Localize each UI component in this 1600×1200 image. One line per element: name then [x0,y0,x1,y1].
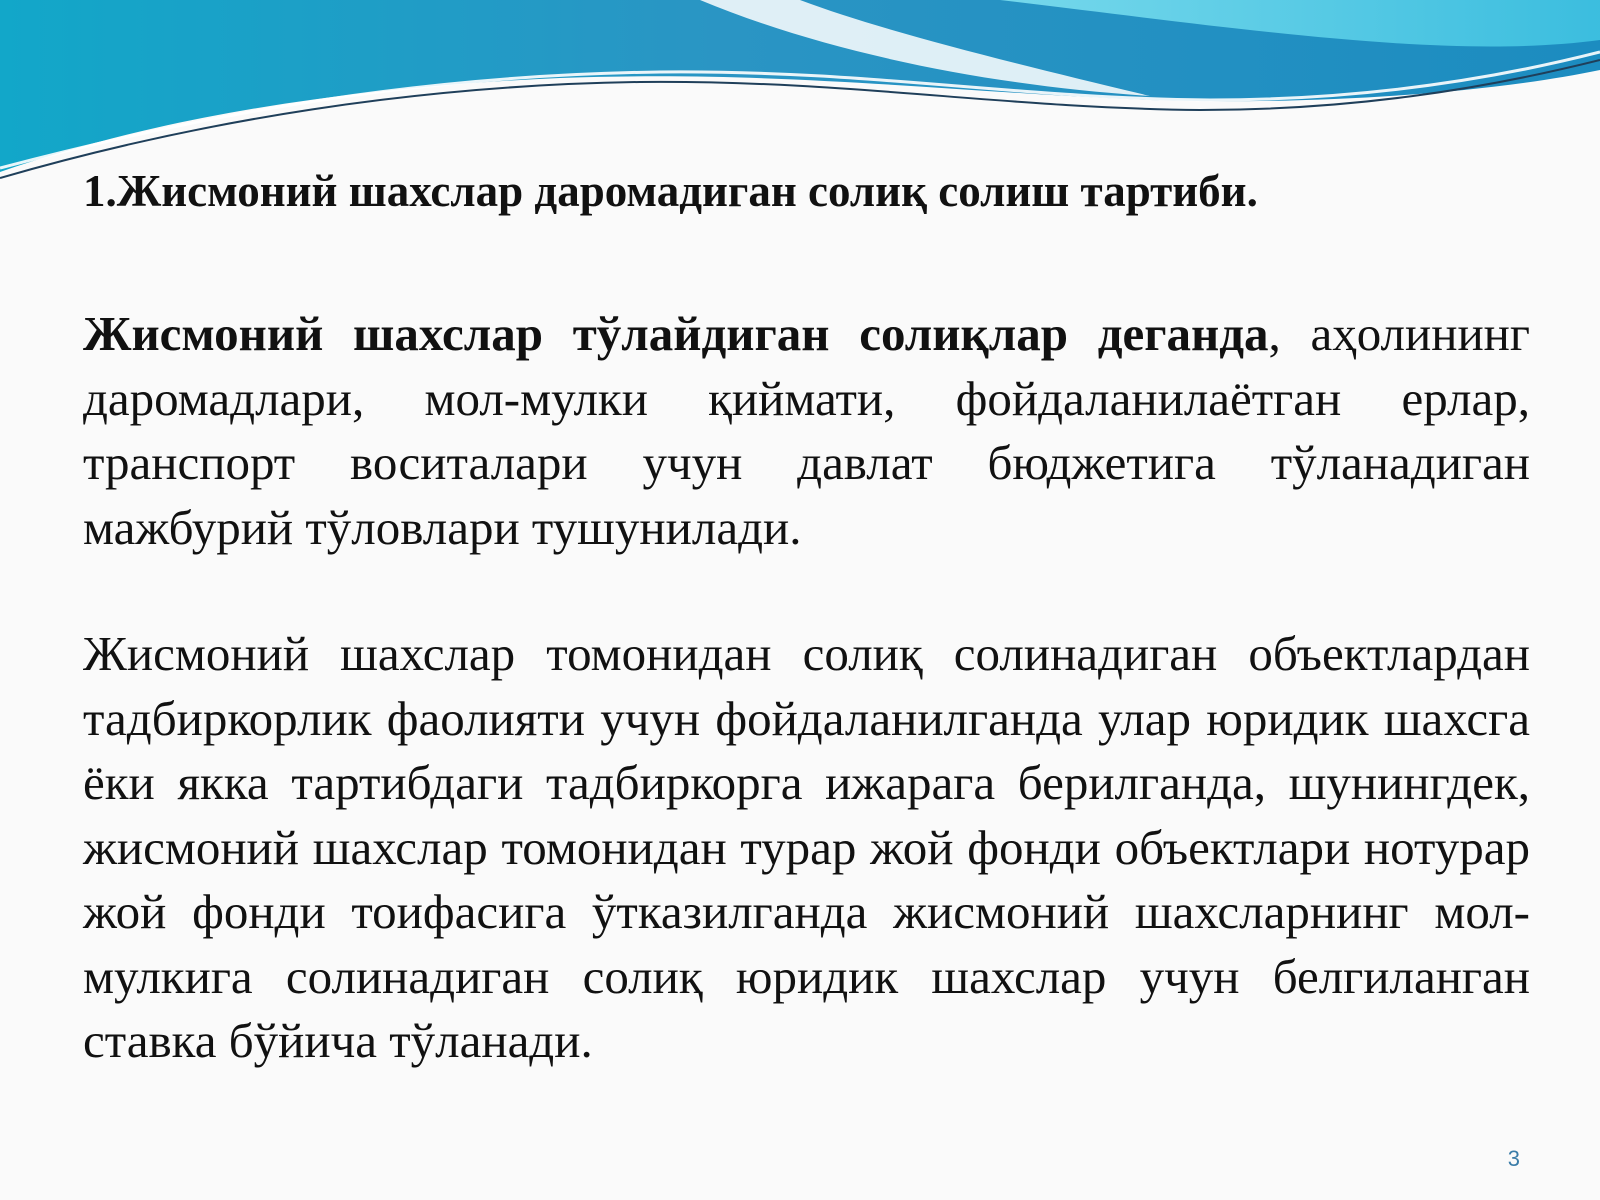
paragraph-definition [83,302,1530,560]
paragraph-definition-text: , аҳолининг даромадлари, мол-мулки қиймати, фойдаланилаётган ерлар, транспорт воситалари учун давлат бюджетига тўланадиган мажбурий тўловлари тушунилади. [83,306,1530,555]
page-number: 3 [1507,1146,1520,1171]
paragraph-business-use: Жисмоний шахслар томонидан солиқ солинадиган объектлардан тадбиркорлик фаолияти учун фойдаланилганда улар юридик шахсга ёки якка тартибдаги тадбиркорга ижарага берилганда, шунингдек, жисмоний шахслар томонидан турар жой фонди объектлари нотурар жой фонди тоифасига ўтказилганда жисмоний шахсларнинг мол-мулкига солинадиган солиқ юридик шахслар учун белгиланган ставка бўйича тўланади. [83,626,1530,1068]
slide-title: 1.Жисмоний шахслар даромадиган солиқ солиш тартиби. [83,166,1258,216]
paragraph-lead-bold: Жисмоний шахслар тўлайдиган солиқлар деганда [83,306,1269,361]
